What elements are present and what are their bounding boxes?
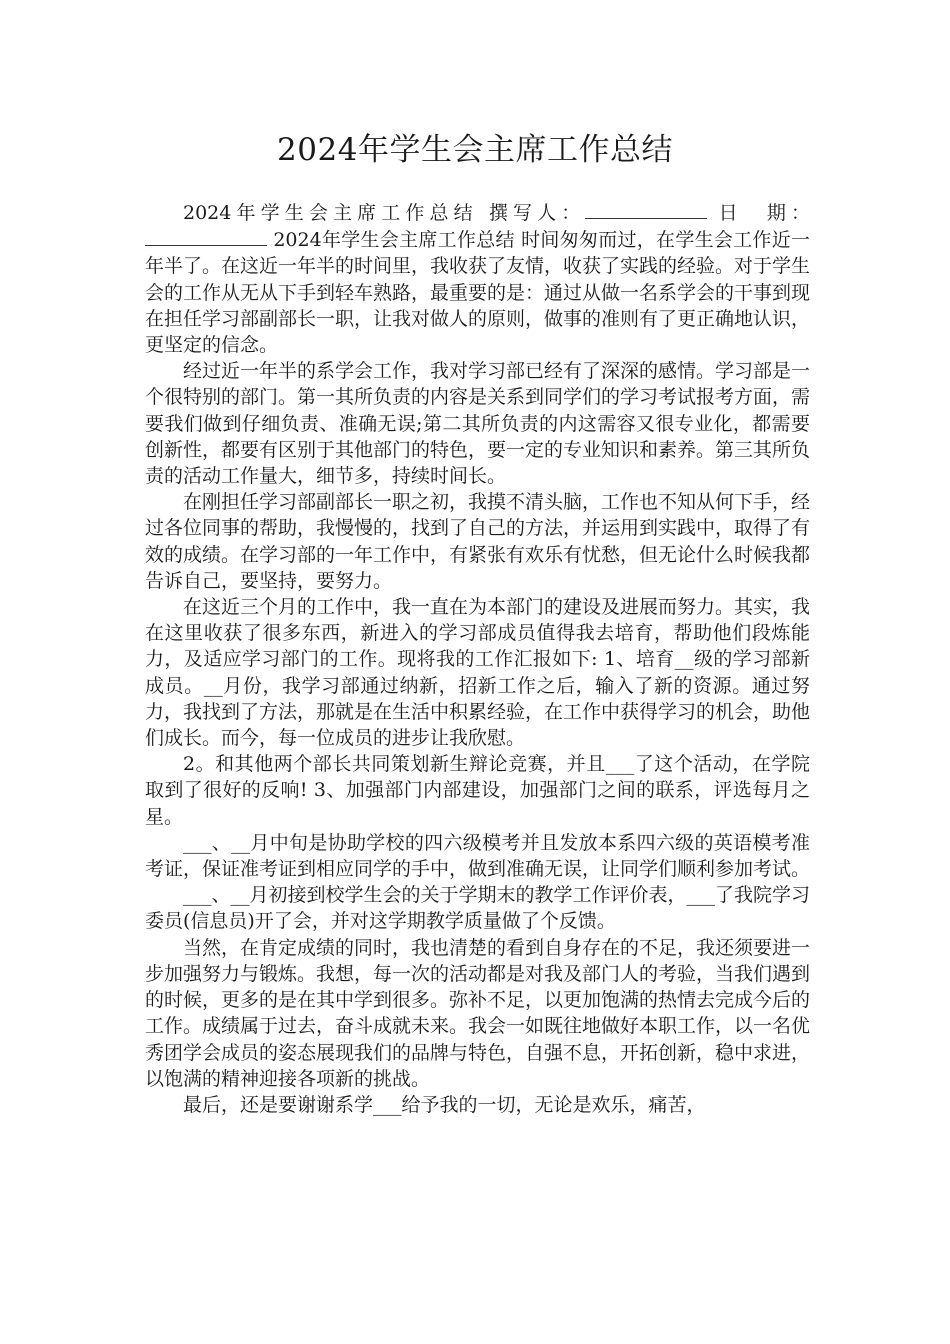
header-tail: 2024年学生会主席工作总结 时间匆匆而过，在学生会工作近一年半了。在这近一年半的时间里，我收获了友情，收获了实践的经验。对于学生会的工作从无从下手到轻车熟路，最重要的是：通过从做一名系学会的干事到现在担任学习部副部长一职，让我对做人的原则，做事的准则有了更正确地认识，更坚定的信念。	[145, 229, 811, 357]
paragraph-2: 在刚担任学习部副部长一职之初，我摸不清头脑，工作也不知从何下手，经过各位同事的帮助，我慢慢的，找到了自己的方法，并运用到实践中，取得了有效的成绩。在学习部的一年工作中，有紧张有欢乐有忧愁，但无论什么时候我都告诉自己，要坚持，要努力。	[145, 491, 811, 592]
date-blank	[145, 226, 267, 246]
header-lead: 2024年学生会主席工作总结 撰写人：	[183, 202, 586, 224]
date-label: 日 期：	[707, 202, 810, 224]
paragraph-4: 2。和其他两个部长共同策划新生辩论竞赛，并且___了这个活动，在学院取到了很好的反响! 3、加强部门内部建设，加强部门之间的联系，评选每月之星。	[145, 753, 810, 828]
document-title: 2024年学生会主席工作总结	[277, 132, 673, 168]
paragraph-6: ___、__月初接到校学生会的关于学期末的教学工作评价表，___了我院学习委员(信息员)开了会，并对这学期教学质量做了个反馈。	[145, 884, 811, 933]
paragraph-3: 在这近三个月的工作中，我一直在为本部门的建设及进展而努力。其实，我在这里收获了很多东西，新进入的学习部成员值得我去培育，帮助他们段炼能力，及适应学习部门的工作。现将我的工作汇报如下: 1、培育__级的学习部新成员。__月份，我学习部通过纳新，招新工作之后，输入了新的资源。通过努力，我找到了方法，那就是在生活中积累经验，在工作中获得学习的机会，助他们成长。而今，每一位成员的进步让我欣慰。	[145, 596, 811, 750]
paragraph-5: ___、__月中旬是协助学校的四六级模考并且发放本系四六级的英语模考准考证，保证准考证到相应同学的手中，做到准确无误，让同学们顺利参加考试。	[145, 831, 811, 881]
paragraph-1: 经过近一年半的系学会工作，我对学习部已经有了深深的感情。学习部是一个很特别的部门。第一其所负责的内容是关系到同学们的学习考试报考方面，需要我们做到仔细负责、准确无误;第二其所负责的内这需容又很专业化，都需要创新性，都要有区别于其他部门的特色，要一定的专业知识和素养。第三其所负责的活动工作量大，细节多，持续时间长。	[145, 360, 811, 488]
header-paragraph	[145, 199, 810, 358]
paragraph-8: 最后，还是要谢谢系学___给予我的一切，无论是欢乐，痛苦，	[183, 1093, 706, 1116]
document-body	[145, 199, 810, 1118]
paragraph-7: 当然，在肯定成绩的同时，我也清楚的看到自身存在的不足，我还须要进一步加强努力与锻炼。我想，每一次的活动都是对我及部门人的考验，当我们遇到的时候，更多的是在其中学到很多。弥补不足，以更加饱满的热情去完成今后的工作。成绩属于过去，奋斗成就未来。我会一如既往地做好本职工作，以一名优秀团学会成员的姿态展现我们的品牌与特色，自强不息，开拓创新，稳中求进，以饱满的精神迎接各项新的挑战。	[145, 936, 811, 1090]
author-blank	[585, 199, 707, 219]
